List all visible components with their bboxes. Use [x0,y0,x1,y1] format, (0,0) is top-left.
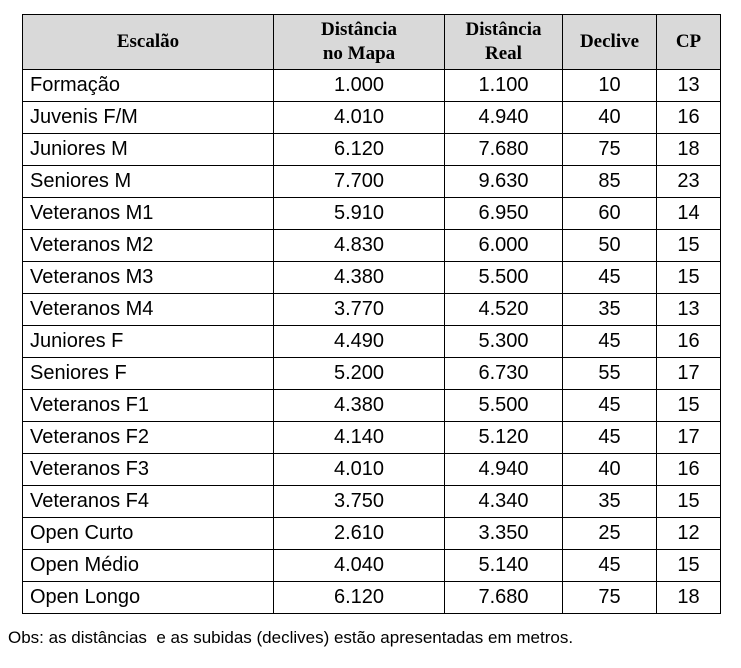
cell-cp: 16 [657,454,721,486]
cell-distancia-real: 6.730 [445,358,563,390]
header-distancia-mapa [274,15,445,70]
cell-distancia-real: 5.300 [445,326,563,358]
cell-declive: 45 [563,390,657,422]
cell-declive: 85 [563,166,657,198]
cell-cp: 15 [657,390,721,422]
cell-distancia-real: 6.000 [445,230,563,262]
cell-cp: 17 [657,422,721,454]
table-row [23,198,721,230]
table-row [23,582,721,614]
cell-escalao: Seniores F [23,358,274,390]
cell-distancia-real: 6.950 [445,198,563,230]
table-row [23,134,721,166]
cell-distancia-real: 4.340 [445,486,563,518]
cell-cp: 15 [657,262,721,294]
table-row [23,166,721,198]
cell-cp: 23 [657,166,721,198]
cell-distancia-mapa: 4.140 [274,422,445,454]
cell-distancia-mapa: 6.120 [274,582,445,614]
cell-declive: 75 [563,582,657,614]
cell-declive: 35 [563,294,657,326]
cell-escalao: Veteranos M3 [23,262,274,294]
cell-cp: 13 [657,70,721,102]
table-header-row [23,15,721,70]
cell-cp: 16 [657,102,721,134]
header-escalao-label: Escalão [116,31,180,52]
cell-distancia-mapa: 1.000 [274,70,445,102]
header-distancia-real-line1: Distância [465,19,542,40]
cell-distancia-mapa: 4.490 [274,326,445,358]
cell-escalao: Veteranos F1 [23,390,274,422]
cell-distancia-mapa: 7.700 [274,166,445,198]
cell-declive: 45 [563,262,657,294]
cell-escalao: Veteranos F4 [23,486,274,518]
cell-declive: 60 [563,198,657,230]
cell-distancia-mapa: 6.120 [274,134,445,166]
table-row [23,230,721,262]
cell-distancia-real: 1.100 [445,70,563,102]
header-cp-label: CP [675,31,702,52]
cell-distancia-mapa: 4.380 [274,262,445,294]
cell-distancia-real: 4.940 [445,454,563,486]
cell-cp: 15 [657,230,721,262]
cell-declive: 50 [563,230,657,262]
cell-distancia-mapa: 2.610 [274,518,445,550]
cell-escalao: Juniores F [23,326,274,358]
header-distancia-mapa-line2: no Mapa [322,43,396,64]
cell-declive: 40 [563,102,657,134]
cell-distancia-mapa: 3.750 [274,486,445,518]
table-row [23,70,721,102]
header-declive-label: Declive [579,31,640,52]
cell-cp: 17 [657,358,721,390]
cell-distancia-mapa: 3.770 [274,294,445,326]
cell-distancia-mapa: 4.010 [274,454,445,486]
cell-escalao: Veteranos M1 [23,198,274,230]
cell-distancia-mapa: 4.040 [274,550,445,582]
footnote-units: Obs: as distâncias e as subidas (declives) estão apresentadas em metros. [8,628,574,647]
cell-escalao: Veteranos M2 [23,230,274,262]
table-row [23,390,721,422]
cell-cp: 15 [657,486,721,518]
cell-distancia-real: 7.680 [445,582,563,614]
cell-declive: 10 [563,70,657,102]
cell-distancia-real: 4.520 [445,294,563,326]
cell-distancia-real: 5.120 [445,422,563,454]
cell-cp: 18 [657,134,721,166]
cell-escalao: Juniores M [23,134,274,166]
header-declive [563,15,657,70]
cell-escalao: Open Longo [23,582,274,614]
cell-declive: 45 [563,550,657,582]
table-row [23,294,721,326]
cell-escalao: Juvenis F/M [23,102,274,134]
cell-distancia-real: 5.140 [445,550,563,582]
table-row [23,518,721,550]
cell-distancia-mapa: 4.380 [274,390,445,422]
cell-distancia-real: 4.940 [445,102,563,134]
table-row [23,262,721,294]
table-row [23,326,721,358]
table-row [23,422,721,454]
header-distancia-real [445,15,563,70]
cell-escalao: Seniores M [23,166,274,198]
results-table-container [22,14,721,614]
table-row [23,454,721,486]
cell-distancia-real: 7.680 [445,134,563,166]
header-distancia-real-line2: Real [485,43,522,64]
cell-cp: 14 [657,198,721,230]
cell-cp: 13 [657,294,721,326]
header-cp [657,15,721,70]
cell-escalao: Veteranos F2 [23,422,274,454]
cell-distancia-mapa: 4.010 [274,102,445,134]
cell-cp: 12 [657,518,721,550]
cell-declive: 45 [563,326,657,358]
cell-declive: 25 [563,518,657,550]
cell-cp: 18 [657,582,721,614]
cell-distancia-mapa: 5.910 [274,198,445,230]
cell-distancia-mapa: 4.830 [274,230,445,262]
cell-escalao: Veteranos M4 [23,294,274,326]
cell-escalao: Formação [23,70,274,102]
cell-declive: 45 [563,422,657,454]
header-escalao [23,15,274,70]
cell-declive: 75 [563,134,657,166]
table-row [23,486,721,518]
table-row [23,358,721,390]
header-distancia-mapa-line1: Distância [321,19,397,40]
cell-cp: 15 [657,550,721,582]
cell-declive: 55 [563,358,657,390]
cell-cp: 16 [657,326,721,358]
cell-escalao: Veteranos F3 [23,454,274,486]
cell-distancia-real: 9.630 [445,166,563,198]
table-row [23,550,721,582]
cell-declive: 40 [563,454,657,486]
cell-distancia-real: 3.350 [445,518,563,550]
cell-distancia-mapa: 5.200 [274,358,445,390]
course-distances-table [22,14,721,614]
cell-declive: 35 [563,486,657,518]
cell-distancia-real: 5.500 [445,390,563,422]
table-row [23,102,721,134]
table-body [23,70,721,614]
cell-escalao: Open Médio [23,550,274,582]
cell-escalao: Open Curto [23,518,274,550]
cell-distancia-real: 5.500 [445,262,563,294]
